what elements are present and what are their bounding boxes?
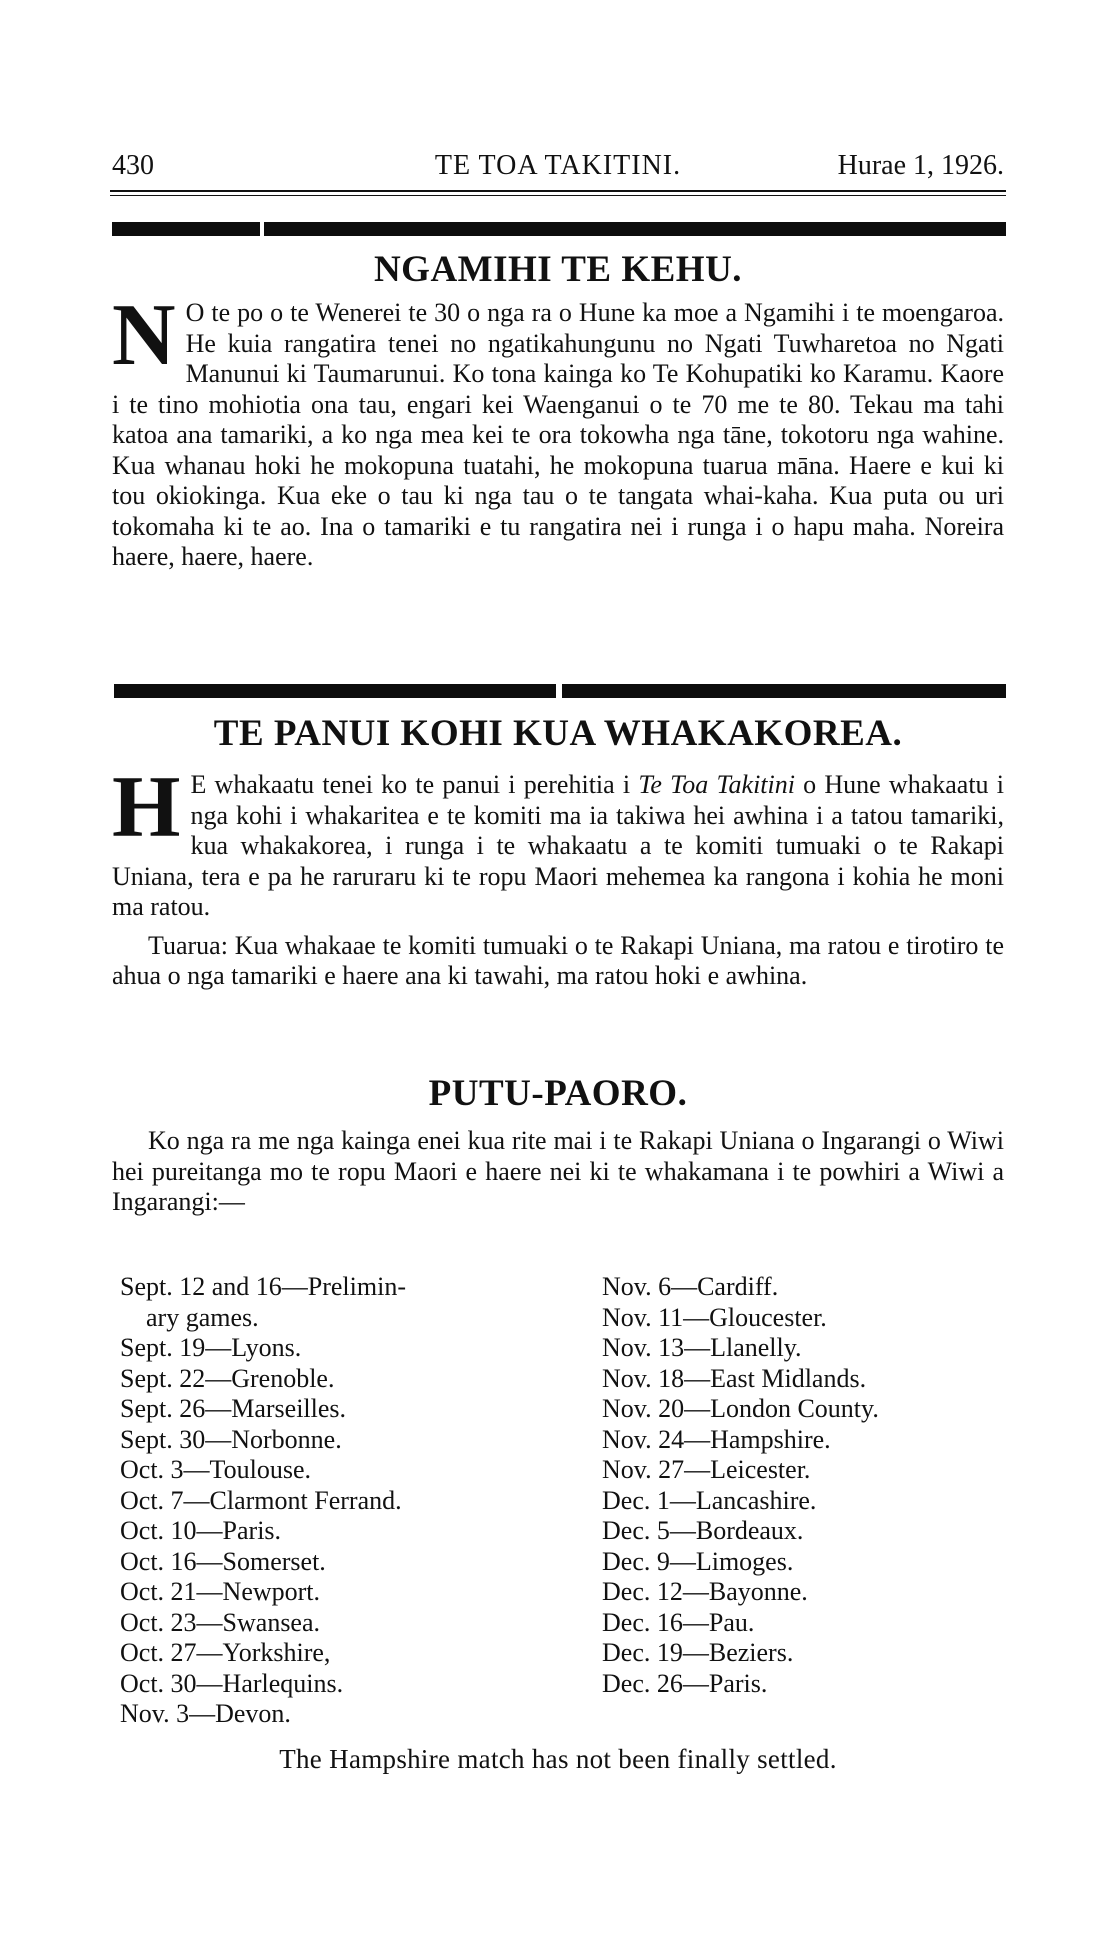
article-body-putu-paoro (112, 1126, 1004, 1218)
paragraph-text: o Hune whakaatu i nga kohi i whakaritea e te komiti ma ia takiwa hei awhina i a tatou tamariki, kua whakakorea, i runga i te whakaatu a te komiti tumuaki o te Rakapi Uniana, tera e pa he raruraru ki te ropu Maori mehemea ka rangona i kohia he moni ma ratou. (112, 770, 1004, 921)
fixture-item: Dec. 26—Paris. (602, 1668, 768, 1698)
fixture-item: Oct. 21—Newport. (120, 1577, 321, 1606)
journal-name-italic: Te Toa Takitini (638, 770, 795, 799)
paragraph (112, 287, 1004, 573)
fixture-item: Oct. 30—Harlequins. (120, 1668, 344, 1698)
fixture-item: Dec. 12—Bayonne. (602, 1577, 808, 1606)
fixture-item: Nov. 11—Gloucester. (602, 1302, 827, 1332)
fixture-item: Nov. 6—Cardiff. (602, 1272, 779, 1301)
running-head (112, 150, 1004, 190)
issue-date: Hurae 1, 1926. (837, 150, 1004, 181)
article-title-ngamihi: NGAMIHI TE KEHU. (373, 249, 743, 290)
article-title-putu-paoro: PUTU-PAORO. (428, 1073, 688, 1114)
fixture-item: Oct. 16—Somerset. (120, 1546, 326, 1576)
fixture-item: Sept. 22—Grenoble. (120, 1363, 335, 1393)
fixture-item: Dec. 16—Pau. (602, 1607, 755, 1637)
header-rule (110, 190, 1006, 192)
divider-bar (264, 222, 1006, 236)
page-number: 430 (112, 150, 154, 181)
fixture-item: Dec. 9—Limoges. (602, 1546, 794, 1576)
divider-bar (112, 222, 260, 236)
article-body-ngamihi (112, 287, 1004, 573)
fixture-item: Nov. 13—Llanelly. (602, 1333, 802, 1362)
fixture-item: Sept. 26—Marseilles. (120, 1394, 347, 1423)
divider-bar (562, 684, 1006, 698)
fixture-item: ary games. (146, 1302, 259, 1332)
divider-bar (114, 684, 556, 698)
fixture-column-right (602, 1272, 1002, 1699)
paragraph (112, 759, 1004, 923)
fixture-item: Oct. 23—Swansea. (120, 1607, 321, 1637)
fixture-item: Dec. 5—Bordeaux. (602, 1516, 804, 1545)
paragraph-text: O te po o te Wenerei te 30 o nga ra o Hune ka moe a Ngamihi i te moengaroa. He kuia rangatira tenei no ngatikahungunu no Ngati Tuwharetoa no Ngati Manunui ki Taumarunui. Ko tona kainga ko Te Kohupatiki ko Karamu. Kaore i te tino mohiotia ona tau, engari kei Waenganui o te 70 me te 80. Tekau ma tahi katoa ana tamariki, a ko nga mea kei te ora tokowha nga tāne, tokotoru nga wahine. Kua whanau hoki he mokopuna tuatahi, he mokopuna tuarua māna. Haere e kui ki tou okiokinga. Kua eke o tau ki nga tau o te tangata whai-kaha. Kua puta ou uri tokomaha ki te ao. Ina o tamariki e tu rangatira nei i runga i o hapu maha. Noreira haere, haere, haere. (112, 298, 1004, 571)
drop-cap: N (112, 287, 176, 384)
fixture-item: Sept. 19—Lyons. (120, 1333, 302, 1362)
fixture-item: Oct. 10—Paris. (120, 1516, 282, 1545)
paragraph-text: E whakaatu tenei ko te panui i perehitia i (190, 770, 639, 799)
journal-title: TE TOA TAKITINI. (434, 150, 682, 181)
article-title-panui: TE PANUI KOHI KUA WHAKAKOREA. (213, 713, 903, 754)
fixture-item: Dec. 19—Beziers. (602, 1638, 794, 1667)
fixture-column-left (120, 1272, 550, 1730)
fixture-footnote: The Hampshire match has not been finally settled. (279, 1744, 837, 1774)
paragraph: Tuarua: Kua whakaae te komiti tumuaki o te Rakapi Uniana, ma ratou e tirotiro te ahua o nga tamariki e haere ana ki tawahi, ma ratou hoki e awhina. (112, 930, 1004, 990)
article-body-panui (112, 759, 1004, 992)
fixture-item: Dec. 1—Lancashire. (602, 1485, 817, 1515)
fixture-item: Nov. 20—London County. (602, 1394, 879, 1423)
fixture-item: Oct. 27—Yorkshire, (120, 1638, 331, 1667)
fixture-item: Nov. 3—Devon. (120, 1699, 291, 1728)
fixture-item: Nov. 18—East Midlands. (602, 1363, 867, 1393)
fixture-item: Nov. 24—Hampshire. (602, 1424, 831, 1454)
fixture-item: Sept. 30—Norbonne. (120, 1424, 342, 1454)
fixture-item: Nov. 27—Leicester. (602, 1455, 811, 1484)
fixture-item: Sept. 12 and 16—Prelimin- (120, 1272, 406, 1301)
fixture-item: Oct. 7—Clarmont Ferrand. (120, 1485, 402, 1515)
header-rule-thin (110, 195, 1006, 196)
drop-cap: H (112, 759, 181, 856)
paragraph: Ko nga ra me nga kainga enei kua rite mai i te Rakapi Uniana o Ingarangi o Wiwi hei pureitanga mo te ropu Maori e haere nei ki te whakamana i te powhiri a Wiwi a Ingarangi:— (112, 1126, 1004, 1216)
fixture-item: Oct. 3—Toulouse. (120, 1455, 311, 1484)
